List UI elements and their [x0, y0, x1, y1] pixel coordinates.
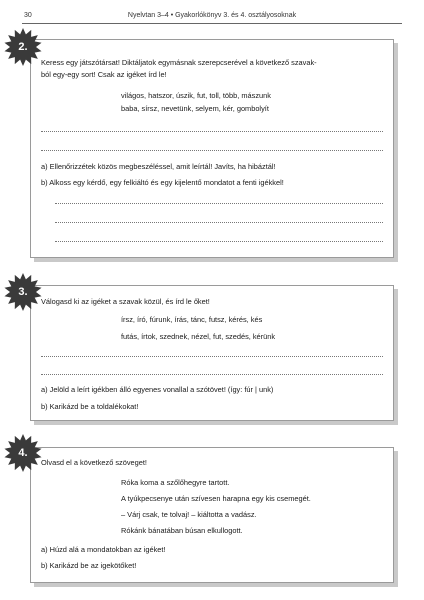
subtask-b: b) Alkoss egy kérdő, egy felkiáltó és egy kijelentő mondatot a fenti igékkel!	[41, 178, 284, 187]
running-title: Nyelvtan 3–4 • Gyakorlókönyv 3. és 4. osztályosoknak	[127, 12, 297, 19]
task-number-badge	[3, 433, 43, 473]
word-list-line: futás, írtok, szednek, nézel, fut, szedés, kérünk	[121, 332, 276, 341]
word-list-line: baba, sírsz, nevetünk, selyem, kér, gombolyít	[121, 104, 269, 113]
writing-line[interactable]	[55, 241, 383, 242]
subtask-b: b) Karikázd be az igekötőket!	[41, 561, 137, 570]
writing-line[interactable]	[41, 374, 383, 375]
writing-line[interactable]	[55, 222, 383, 223]
task-box-3	[30, 285, 394, 421]
subtask-a: a) Húzd alá a mondatokban az igéket!	[41, 545, 166, 554]
task-number-badge	[3, 27, 43, 67]
passage-line: Rókánk bánatában búsan elkullogott.	[121, 526, 243, 535]
subtask-a: a) Jelöld a leírt igékben álló egyenes vonallal a szótövet! (így: fúr | unk)	[41, 385, 274, 394]
page-header	[0, 0, 424, 30]
word-list-line: írsz, író, fúrunk, írás, tánc, futsz, kérés, kés	[121, 315, 263, 324]
subtask-a: a) Ellenőrizzétek közös megbeszéléssel, amit leírtál! Javíts, ha hibáztál!	[41, 162, 276, 171]
writing-line[interactable]	[55, 203, 383, 204]
task-number-badge	[3, 272, 43, 312]
passage-line: A tyúkpecsenye után szívesen harapna egy kis csemegét.	[121, 494, 311, 503]
writing-line[interactable]	[41, 356, 383, 357]
task-box-4	[30, 447, 394, 583]
instruction-line: Keress egy játszótársat! Diktáljatok egymásnak szerepcserével a következő szavak-	[41, 58, 317, 67]
writing-line[interactable]	[41, 150, 383, 151]
task-number: 2.	[18, 41, 28, 53]
passage-line: Róka koma a szőlőhegyre tartott.	[121, 478, 230, 487]
word-list-line: világos, hatszor, úszik, fut, toll, több, mászunk	[121, 91, 271, 100]
task-number: 4.	[18, 447, 28, 459]
instruction-line: Olvasd el a következő szöveget!	[41, 458, 147, 467]
subtask-b: b) Karikázd be a toldalékokat!	[41, 402, 139, 411]
header-rule	[22, 23, 402, 24]
writing-line[interactable]	[41, 131, 383, 132]
task-box-2	[30, 39, 394, 258]
instruction-line: ból egy-egy sort! Csak az igéket írd le!	[41, 70, 167, 79]
task-number: 3.	[18, 286, 28, 298]
passage-line: – Várj csak, te tolvaj! – kiáltotta a vadász.	[121, 510, 257, 519]
page-number: 30	[24, 12, 32, 19]
instruction-line: Válogasd ki az igéket a szavak közül, és írd le őket!	[41, 297, 210, 306]
